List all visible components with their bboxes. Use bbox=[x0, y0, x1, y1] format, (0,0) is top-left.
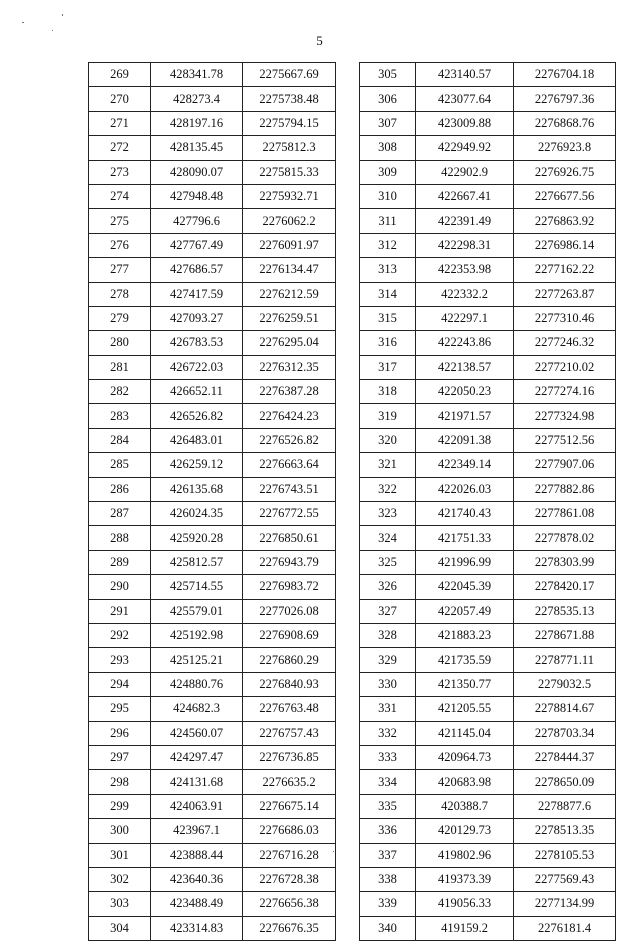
y-coordinate-cell: 2276091.97 bbox=[243, 233, 336, 257]
point-id-cell: 273 bbox=[89, 160, 151, 184]
table-row bbox=[89, 184, 336, 208]
table-row bbox=[360, 331, 616, 355]
point-id-cell: 269 bbox=[89, 63, 151, 87]
coordinate-table-right bbox=[359, 62, 616, 941]
point-id-cell: 307 bbox=[360, 111, 416, 135]
point-id-cell: 291 bbox=[89, 599, 151, 623]
x-coordinate-cell: 420683.98 bbox=[416, 770, 514, 794]
point-id-cell: 276 bbox=[89, 233, 151, 257]
y-coordinate-cell: 2276983.72 bbox=[243, 575, 336, 599]
point-id-cell: 294 bbox=[89, 672, 151, 696]
table-row bbox=[360, 258, 616, 282]
x-coordinate-cell: 423488.49 bbox=[151, 892, 243, 916]
point-id-cell: 287 bbox=[89, 502, 151, 526]
y-coordinate-cell: 2276763.48 bbox=[243, 697, 336, 721]
point-id-cell: 309 bbox=[360, 160, 416, 184]
y-coordinate-cell: 2278420.17 bbox=[514, 575, 616, 599]
table-row bbox=[89, 575, 336, 599]
x-coordinate-cell: 421205.55 bbox=[416, 697, 514, 721]
table-row bbox=[89, 209, 336, 233]
page-number: 5 bbox=[316, 33, 323, 48]
table-row bbox=[89, 63, 336, 87]
table-row bbox=[89, 648, 336, 672]
table-row bbox=[360, 380, 616, 404]
point-id-cell: 284 bbox=[89, 428, 151, 452]
point-id-cell: 302 bbox=[89, 867, 151, 891]
table-row bbox=[360, 599, 616, 623]
x-coordinate-cell: 422091.38 bbox=[416, 428, 514, 452]
y-coordinate-cell: 2276181.4 bbox=[514, 916, 616, 940]
y-coordinate-cell: 2276424.23 bbox=[243, 404, 336, 428]
point-id-cell: 290 bbox=[89, 575, 151, 599]
table-row bbox=[360, 526, 616, 550]
table-row bbox=[89, 794, 336, 818]
y-coordinate-cell: 2276295.04 bbox=[243, 331, 336, 355]
point-id-cell: 301 bbox=[89, 843, 151, 867]
y-coordinate-cell: 2276908.69 bbox=[243, 623, 336, 647]
table-row bbox=[89, 526, 336, 550]
table-row bbox=[360, 916, 616, 940]
y-coordinate-cell: 2276704.18 bbox=[514, 63, 616, 87]
y-coordinate-cell: 2275794.15 bbox=[243, 111, 336, 135]
point-id-cell: 326 bbox=[360, 575, 416, 599]
table-row bbox=[360, 404, 616, 428]
table-row bbox=[360, 550, 616, 574]
x-coordinate-cell: 426259.12 bbox=[151, 453, 243, 477]
table-row bbox=[89, 745, 336, 769]
table-row bbox=[360, 794, 616, 818]
coordinate-table-left bbox=[88, 62, 336, 941]
table-row bbox=[360, 282, 616, 306]
point-id-cell: 293 bbox=[89, 648, 151, 672]
y-coordinate-cell: 2276863.92 bbox=[514, 209, 616, 233]
y-coordinate-cell: 2277861.08 bbox=[514, 502, 616, 526]
point-id-cell: 297 bbox=[89, 745, 151, 769]
point-id-cell: 275 bbox=[89, 209, 151, 233]
table-row bbox=[360, 87, 616, 111]
table-row bbox=[360, 428, 616, 452]
x-coordinate-cell: 423314.83 bbox=[151, 916, 243, 940]
x-coordinate-cell: 422667.41 bbox=[416, 184, 514, 208]
y-coordinate-cell: 2277246.32 bbox=[514, 331, 616, 355]
table-row bbox=[360, 819, 616, 843]
table-row bbox=[89, 87, 336, 111]
y-coordinate-cell: 2276926.75 bbox=[514, 160, 616, 184]
x-coordinate-cell: 424682.3 bbox=[151, 697, 243, 721]
point-id-cell: 299 bbox=[89, 794, 151, 818]
y-coordinate-cell: 2279032.5 bbox=[514, 672, 616, 696]
point-id-cell: 311 bbox=[360, 209, 416, 233]
y-coordinate-cell: 2276677.56 bbox=[514, 184, 616, 208]
point-id-cell: 334 bbox=[360, 770, 416, 794]
x-coordinate-cell: 421145.04 bbox=[416, 721, 514, 745]
x-coordinate-cell: 426024.35 bbox=[151, 502, 243, 526]
y-coordinate-cell: 2276943.79 bbox=[243, 550, 336, 574]
point-id-cell: 335 bbox=[360, 794, 416, 818]
x-coordinate-cell: 425812.57 bbox=[151, 550, 243, 574]
x-coordinate-cell: 422332.2 bbox=[416, 282, 514, 306]
point-id-cell: 303 bbox=[89, 892, 151, 916]
point-id-cell: 315 bbox=[360, 306, 416, 330]
table-row bbox=[89, 233, 336, 257]
table-row bbox=[360, 867, 616, 891]
table-row bbox=[89, 550, 336, 574]
point-id-cell: 314 bbox=[360, 282, 416, 306]
y-coordinate-cell: 2276757.43 bbox=[243, 721, 336, 745]
scan-speck bbox=[62, 14, 63, 16]
point-id-cell: 296 bbox=[89, 721, 151, 745]
table-row bbox=[360, 672, 616, 696]
point-id-cell: 306 bbox=[360, 87, 416, 111]
y-coordinate-cell: 2276312.35 bbox=[243, 355, 336, 379]
x-coordinate-cell: 427767.49 bbox=[151, 233, 243, 257]
y-coordinate-cell: 2277512.56 bbox=[514, 428, 616, 452]
x-coordinate-cell: 421740.43 bbox=[416, 502, 514, 526]
y-coordinate-cell: 2276686.03 bbox=[243, 819, 336, 843]
x-coordinate-cell: 422138.57 bbox=[416, 355, 514, 379]
table-row bbox=[89, 355, 336, 379]
y-coordinate-cell: 2276675.14 bbox=[243, 794, 336, 818]
x-coordinate-cell: 427948.48 bbox=[151, 184, 243, 208]
point-id-cell: 289 bbox=[89, 550, 151, 574]
y-coordinate-cell: 2276797.36 bbox=[514, 87, 616, 111]
x-coordinate-cell: 422026.03 bbox=[416, 477, 514, 501]
x-coordinate-cell: 427417.59 bbox=[151, 282, 243, 306]
x-coordinate-cell: 422298.31 bbox=[416, 233, 514, 257]
x-coordinate-cell: 427686.57 bbox=[151, 258, 243, 282]
x-coordinate-cell: 420388.7 bbox=[416, 794, 514, 818]
scan-speck bbox=[52, 30, 53, 31]
x-coordinate-cell: 422297.1 bbox=[416, 306, 514, 330]
y-coordinate-cell: 2276635.2 bbox=[243, 770, 336, 794]
y-coordinate-cell: 2276736.85 bbox=[243, 745, 336, 769]
y-coordinate-cell: 2276676.35 bbox=[243, 916, 336, 940]
y-coordinate-cell: 2277569.43 bbox=[514, 867, 616, 891]
y-coordinate-cell: 2277882.86 bbox=[514, 477, 616, 501]
x-coordinate-cell: 423077.64 bbox=[416, 87, 514, 111]
table-row bbox=[360, 306, 616, 330]
x-coordinate-cell: 419802.96 bbox=[416, 843, 514, 867]
table-row bbox=[360, 648, 616, 672]
point-id-cell: 337 bbox=[360, 843, 416, 867]
point-id-cell: 283 bbox=[89, 404, 151, 428]
y-coordinate-cell: 2276656.38 bbox=[243, 892, 336, 916]
table-row bbox=[89, 697, 336, 721]
table-row bbox=[89, 672, 336, 696]
x-coordinate-cell: 424297.47 bbox=[151, 745, 243, 769]
y-coordinate-cell: 2277907.06 bbox=[514, 453, 616, 477]
table-row bbox=[89, 843, 336, 867]
table-row bbox=[89, 867, 336, 891]
point-id-cell: 305 bbox=[360, 63, 416, 87]
x-coordinate-cell: 428273.4 bbox=[151, 87, 243, 111]
table-row bbox=[89, 892, 336, 916]
y-coordinate-cell: 2276772.55 bbox=[243, 502, 336, 526]
y-coordinate-cell: 2275812.3 bbox=[243, 136, 336, 160]
x-coordinate-cell: 421883.23 bbox=[416, 623, 514, 647]
table-row bbox=[360, 892, 616, 916]
x-coordinate-cell: 422045.39 bbox=[416, 575, 514, 599]
y-coordinate-cell: 2276923.8 bbox=[514, 136, 616, 160]
y-coordinate-cell: 2278671.88 bbox=[514, 623, 616, 647]
x-coordinate-cell: 421751.33 bbox=[416, 526, 514, 550]
y-coordinate-cell: 2277310.46 bbox=[514, 306, 616, 330]
point-id-cell: 328 bbox=[360, 623, 416, 647]
y-coordinate-cell: 2276728.38 bbox=[243, 867, 336, 891]
x-coordinate-cell: 425579.01 bbox=[151, 599, 243, 623]
y-coordinate-cell: 2275667.69 bbox=[243, 63, 336, 87]
point-id-cell: 300 bbox=[89, 819, 151, 843]
y-coordinate-cell: 2275815.33 bbox=[243, 160, 336, 184]
point-id-cell: 338 bbox=[360, 867, 416, 891]
table-row bbox=[360, 477, 616, 501]
y-coordinate-cell: 2276259.51 bbox=[243, 306, 336, 330]
point-id-cell: 323 bbox=[360, 502, 416, 526]
x-coordinate-cell: 423967.1 bbox=[151, 819, 243, 843]
x-coordinate-cell: 424131.68 bbox=[151, 770, 243, 794]
scan-speck bbox=[22, 22, 24, 23]
point-id-cell: 298 bbox=[89, 770, 151, 794]
table-row bbox=[89, 380, 336, 404]
x-coordinate-cell: 420964.73 bbox=[416, 745, 514, 769]
x-coordinate-cell: 422349.14 bbox=[416, 453, 514, 477]
x-coordinate-cell: 424880.76 bbox=[151, 672, 243, 696]
y-coordinate-cell: 2276062.2 bbox=[243, 209, 336, 233]
table-row bbox=[360, 502, 616, 526]
table-row bbox=[360, 63, 616, 87]
x-coordinate-cell: 422243.86 bbox=[416, 331, 514, 355]
x-coordinate-cell: 422391.49 bbox=[416, 209, 514, 233]
table-row bbox=[360, 111, 616, 135]
x-coordinate-cell: 426135.68 bbox=[151, 477, 243, 501]
x-coordinate-cell: 427796.6 bbox=[151, 209, 243, 233]
table-row bbox=[89, 160, 336, 184]
point-id-cell: 272 bbox=[89, 136, 151, 160]
point-id-cell: 324 bbox=[360, 526, 416, 550]
y-coordinate-cell: 2277026.08 bbox=[243, 599, 336, 623]
y-coordinate-cell: 2278105.53 bbox=[514, 843, 616, 867]
x-coordinate-cell: 428090.07 bbox=[151, 160, 243, 184]
x-coordinate-cell: 421350.77 bbox=[416, 672, 514, 696]
x-coordinate-cell: 421735.59 bbox=[416, 648, 514, 672]
x-coordinate-cell: 424560.07 bbox=[151, 721, 243, 745]
y-coordinate-cell: 2275932.71 bbox=[243, 184, 336, 208]
x-coordinate-cell: 423640.36 bbox=[151, 867, 243, 891]
point-id-cell: 320 bbox=[360, 428, 416, 452]
y-coordinate-cell: 2278814.67 bbox=[514, 697, 616, 721]
y-coordinate-cell: 2278650.09 bbox=[514, 770, 616, 794]
table-row bbox=[89, 258, 336, 282]
table-row bbox=[360, 770, 616, 794]
x-coordinate-cell: 426722.03 bbox=[151, 355, 243, 379]
table-row bbox=[89, 306, 336, 330]
point-id-cell: 321 bbox=[360, 453, 416, 477]
table-row bbox=[89, 428, 336, 452]
y-coordinate-cell: 2276526.82 bbox=[243, 428, 336, 452]
table-row bbox=[89, 282, 336, 306]
point-id-cell: 322 bbox=[360, 477, 416, 501]
y-coordinate-cell: 2277274.16 bbox=[514, 380, 616, 404]
table-row bbox=[89, 721, 336, 745]
y-coordinate-cell: 2278444.37 bbox=[514, 745, 616, 769]
point-id-cell: 317 bbox=[360, 355, 416, 379]
y-coordinate-cell: 2276860.29 bbox=[243, 648, 336, 672]
point-id-cell: 316 bbox=[360, 331, 416, 355]
point-id-cell: 310 bbox=[360, 184, 416, 208]
point-id-cell: 333 bbox=[360, 745, 416, 769]
point-id-cell: 312 bbox=[360, 233, 416, 257]
y-coordinate-cell: 2275738.48 bbox=[243, 87, 336, 111]
x-coordinate-cell: 426783.53 bbox=[151, 331, 243, 355]
y-coordinate-cell: 2278303.99 bbox=[514, 550, 616, 574]
point-id-cell: 318 bbox=[360, 380, 416, 404]
table-row bbox=[89, 331, 336, 355]
table-row bbox=[89, 819, 336, 843]
x-coordinate-cell: 427093.27 bbox=[151, 306, 243, 330]
point-id-cell: 280 bbox=[89, 331, 151, 355]
y-coordinate-cell: 2277210.02 bbox=[514, 355, 616, 379]
y-coordinate-cell: 2278703.34 bbox=[514, 721, 616, 745]
table-row bbox=[89, 502, 336, 526]
y-coordinate-cell: 2277324.98 bbox=[514, 404, 616, 428]
point-id-cell: 339 bbox=[360, 892, 416, 916]
table-row bbox=[89, 111, 336, 135]
x-coordinate-cell: 423009.88 bbox=[416, 111, 514, 135]
x-coordinate-cell: 422902.9 bbox=[416, 160, 514, 184]
y-coordinate-cell: 2277263.87 bbox=[514, 282, 616, 306]
x-coordinate-cell: 422050.23 bbox=[416, 380, 514, 404]
table-row bbox=[360, 745, 616, 769]
table-row bbox=[89, 404, 336, 428]
x-coordinate-cell: 425920.28 bbox=[151, 526, 243, 550]
table-row bbox=[360, 136, 616, 160]
point-id-cell: 282 bbox=[89, 380, 151, 404]
x-coordinate-cell: 422949.92 bbox=[416, 136, 514, 160]
table-row bbox=[360, 843, 616, 867]
table-row bbox=[360, 721, 616, 745]
y-coordinate-cell: 2276387.28 bbox=[243, 380, 336, 404]
x-coordinate-cell: 428197.16 bbox=[151, 111, 243, 135]
point-id-cell: 325 bbox=[360, 550, 416, 574]
x-coordinate-cell: 423888.44 bbox=[151, 843, 243, 867]
table-row bbox=[360, 184, 616, 208]
point-id-cell: 304 bbox=[89, 916, 151, 940]
y-coordinate-cell: 2277134.99 bbox=[514, 892, 616, 916]
x-coordinate-cell: 426526.82 bbox=[151, 404, 243, 428]
point-id-cell: 279 bbox=[89, 306, 151, 330]
table-row bbox=[360, 233, 616, 257]
point-id-cell: 330 bbox=[360, 672, 416, 696]
point-id-cell: 274 bbox=[89, 184, 151, 208]
table-row bbox=[89, 623, 336, 647]
x-coordinate-cell: 426483.01 bbox=[151, 428, 243, 452]
point-id-cell: 277 bbox=[89, 258, 151, 282]
point-id-cell: 329 bbox=[360, 648, 416, 672]
x-coordinate-cell: 425192.98 bbox=[151, 623, 243, 647]
x-coordinate-cell: 428341.78 bbox=[151, 63, 243, 87]
x-coordinate-cell: 419373.39 bbox=[416, 867, 514, 891]
x-coordinate-cell: 420129.73 bbox=[416, 819, 514, 843]
point-id-cell: 332 bbox=[360, 721, 416, 745]
table-row bbox=[360, 160, 616, 184]
x-coordinate-cell: 421996.99 bbox=[416, 550, 514, 574]
y-coordinate-cell: 2276743.51 bbox=[243, 477, 336, 501]
table-row bbox=[89, 599, 336, 623]
point-id-cell: 271 bbox=[89, 111, 151, 135]
table-row bbox=[89, 453, 336, 477]
point-id-cell: 270 bbox=[89, 87, 151, 111]
y-coordinate-cell: 2276868.76 bbox=[514, 111, 616, 135]
point-id-cell: 313 bbox=[360, 258, 416, 282]
x-coordinate-cell: 422353.98 bbox=[416, 258, 514, 282]
point-id-cell: 331 bbox=[360, 697, 416, 721]
x-coordinate-cell: 419056.33 bbox=[416, 892, 514, 916]
table-row bbox=[360, 623, 616, 647]
x-coordinate-cell: 424063.91 bbox=[151, 794, 243, 818]
y-coordinate-cell: 2276716.28 bbox=[243, 843, 336, 867]
table-row bbox=[89, 136, 336, 160]
y-coordinate-cell: 2278513.35 bbox=[514, 819, 616, 843]
point-id-cell: 295 bbox=[89, 697, 151, 721]
x-coordinate-cell: 423140.57 bbox=[416, 63, 514, 87]
x-coordinate-cell: 425125.21 bbox=[151, 648, 243, 672]
point-id-cell: 336 bbox=[360, 819, 416, 843]
table-row bbox=[360, 355, 616, 379]
y-coordinate-cell: 2276134.47 bbox=[243, 258, 336, 282]
y-coordinate-cell: 2278771.11 bbox=[514, 648, 616, 672]
table-row bbox=[360, 697, 616, 721]
table-row bbox=[89, 770, 336, 794]
point-id-cell: 327 bbox=[360, 599, 416, 623]
x-coordinate-cell: 421971.57 bbox=[416, 404, 514, 428]
point-id-cell: 319 bbox=[360, 404, 416, 428]
table-row bbox=[89, 477, 336, 501]
table-row bbox=[89, 916, 336, 940]
table-row bbox=[360, 453, 616, 477]
y-coordinate-cell: 2276663.64 bbox=[243, 453, 336, 477]
y-coordinate-cell: 2276986.14 bbox=[514, 233, 616, 257]
x-coordinate-cell: 419159.2 bbox=[416, 916, 514, 940]
point-id-cell: 292 bbox=[89, 623, 151, 647]
y-coordinate-cell: 2278877.6 bbox=[514, 794, 616, 818]
point-id-cell: 340 bbox=[360, 916, 416, 940]
table-row bbox=[360, 209, 616, 233]
x-coordinate-cell: 428135.45 bbox=[151, 136, 243, 160]
table-row bbox=[360, 575, 616, 599]
y-coordinate-cell: 2276840.93 bbox=[243, 672, 336, 696]
y-coordinate-cell: 2277878.02 bbox=[514, 526, 616, 550]
point-id-cell: 288 bbox=[89, 526, 151, 550]
x-coordinate-cell: 425714.55 bbox=[151, 575, 243, 599]
point-id-cell: 278 bbox=[89, 282, 151, 306]
point-id-cell: 285 bbox=[89, 453, 151, 477]
x-coordinate-cell: 422057.49 bbox=[416, 599, 514, 623]
y-coordinate-cell: 2278535.13 bbox=[514, 599, 616, 623]
x-coordinate-cell: 426652.11 bbox=[151, 380, 243, 404]
y-coordinate-cell: 2276212.59 bbox=[243, 282, 336, 306]
point-id-cell: 281 bbox=[89, 355, 151, 379]
point-id-cell: 308 bbox=[360, 136, 416, 160]
point-id-cell: 286 bbox=[89, 477, 151, 501]
y-coordinate-cell: 2277162.22 bbox=[514, 258, 616, 282]
y-coordinate-cell: 2276850.61 bbox=[243, 526, 336, 550]
